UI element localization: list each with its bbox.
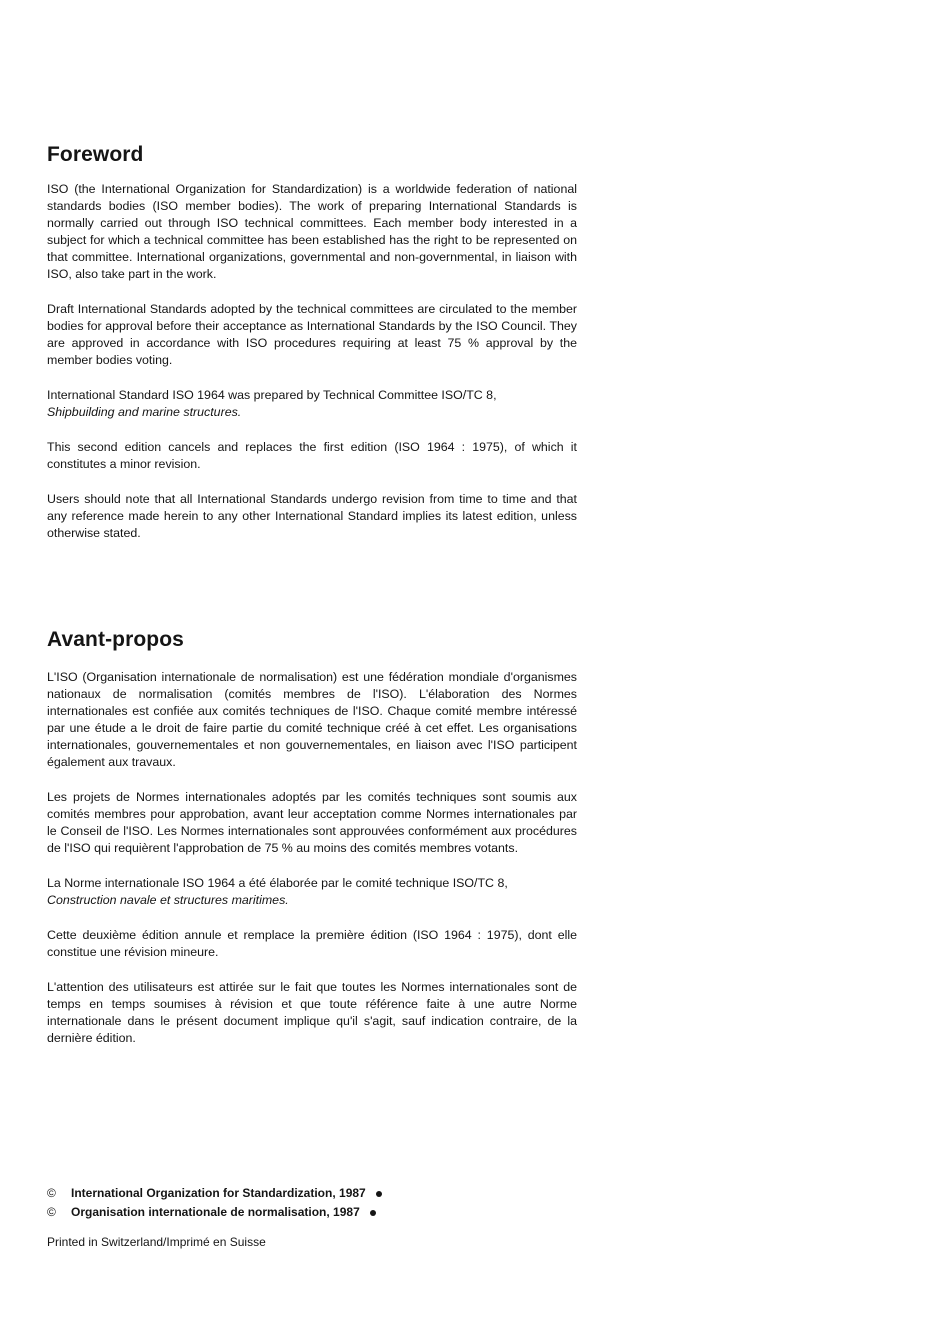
foreword-paragraph-2: Draft International Standards adopted by the technical committees are circulated to the member bodies for approval before their acceptance as International Standards by the ISO Council. They are approved in accordance with ISO procedures requiring at least 75 % approval by the member bodies voting. bbox=[47, 302, 577, 367]
foreword-committee-title: Shipbuilding and marine structures. bbox=[47, 405, 242, 419]
avant-propos-heading: Avant-propos bbox=[47, 628, 184, 651]
copyright-icon: © bbox=[47, 1186, 56, 1200]
foreword-paragraph-3 bbox=[47, 387, 577, 421]
avant-propos-body bbox=[47, 669, 577, 1047]
foreword-heading: Foreword bbox=[47, 143, 144, 166]
avant-propos-paragraph-3 bbox=[47, 875, 577, 909]
bullet-dot-icon bbox=[376, 1191, 382, 1197]
avant-propos-paragraph-3-text: La Norme internationale ISO 1964 a été élaborée par le comité technique ISO/TC 8, bbox=[47, 876, 508, 890]
printed-location: Printed in Switzerland/Imprimé en Suisse bbox=[47, 1235, 266, 1249]
avant-propos-paragraph-2: Les projets de Normes internationales adoptés par les comités techniques sont soumis aux comités membres pour approbation, avant leur acceptation comme Normes internationales par le Conseil de l'ISO. Les Normes internationales sont approuvées conformément aux procédures de l'ISO qui requièrent l'approbation de 75 % au moins des comités membres votants. bbox=[47, 790, 577, 855]
avant-propos-paragraph-1: L'ISO (Organisation internationale de normalisation) est une fédération mondiale d'organismes nationaux de normalisation (comités membres de l'ISO). L'élaboration des Normes internationales est confiée aux comités techniques de l'ISO. Chaque comité membre intéressé par une étude a le droit de faire partie du comité technique créé à cet effet. Les organisations internationales, gouvernementales et non gouvernementales, en liaison avec l'ISO participent également aux travaux. bbox=[47, 670, 577, 769]
foreword-paragraph-4: This second edition cancels and replaces the first edition (ISO 1964 : 1975), of which it constitutes a minor revision. bbox=[47, 440, 577, 471]
avant-propos-committee-title: Construction navale et structures maritimes. bbox=[47, 893, 289, 907]
copyright-icon: © bbox=[47, 1205, 56, 1219]
copyright-line-english bbox=[47, 1185, 382, 1201]
foreword-body bbox=[47, 181, 577, 542]
copyright-text-french: Organisation internationale de normalisation, 1987 bbox=[71, 1205, 360, 1219]
bullet-dot-icon bbox=[370, 1210, 376, 1216]
avant-propos-paragraph-4: Cette deuxième édition annule et remplace la première édition (ISO 1964 : 1975), dont elle constitue une révision mineure. bbox=[47, 928, 577, 959]
foreword-paragraph-5: Users should note that all International Standards undergo revision from time to time and that any reference made herein to any other International Standard implies its latest edition, unless otherwise stated. bbox=[47, 492, 577, 540]
copyright-text-english: International Organization for Standardization, 1987 bbox=[71, 1186, 366, 1200]
foreword-paragraph-3-text: International Standard ISO 1964 was prepared by Technical Committee ISO/TC 8, bbox=[47, 388, 497, 402]
foreword-paragraph-1: ISO (the International Organization for Standardization) is a worldwide federation of national standards bodies (ISO member bodies). The work of preparing International Standards is normally carried out through ISO technical committees. Each member body interested in a subject for which a technical committee has been established has the right to be represented on that committee. International organizations, governmental and non-governmental, in liaison with ISO, also take part in the work. bbox=[47, 182, 577, 281]
avant-propos-paragraph-5: L'attention des utilisateurs est attirée sur le fait que toutes les Normes internationales sont de temps en temps soumises à révision et que toute référence faite à une autre Norme internationale dans le présent document implique qu'il s'agit, sauf indication contraire, de la dernière édition. bbox=[47, 980, 577, 1045]
copyright-line-french bbox=[47, 1204, 376, 1220]
